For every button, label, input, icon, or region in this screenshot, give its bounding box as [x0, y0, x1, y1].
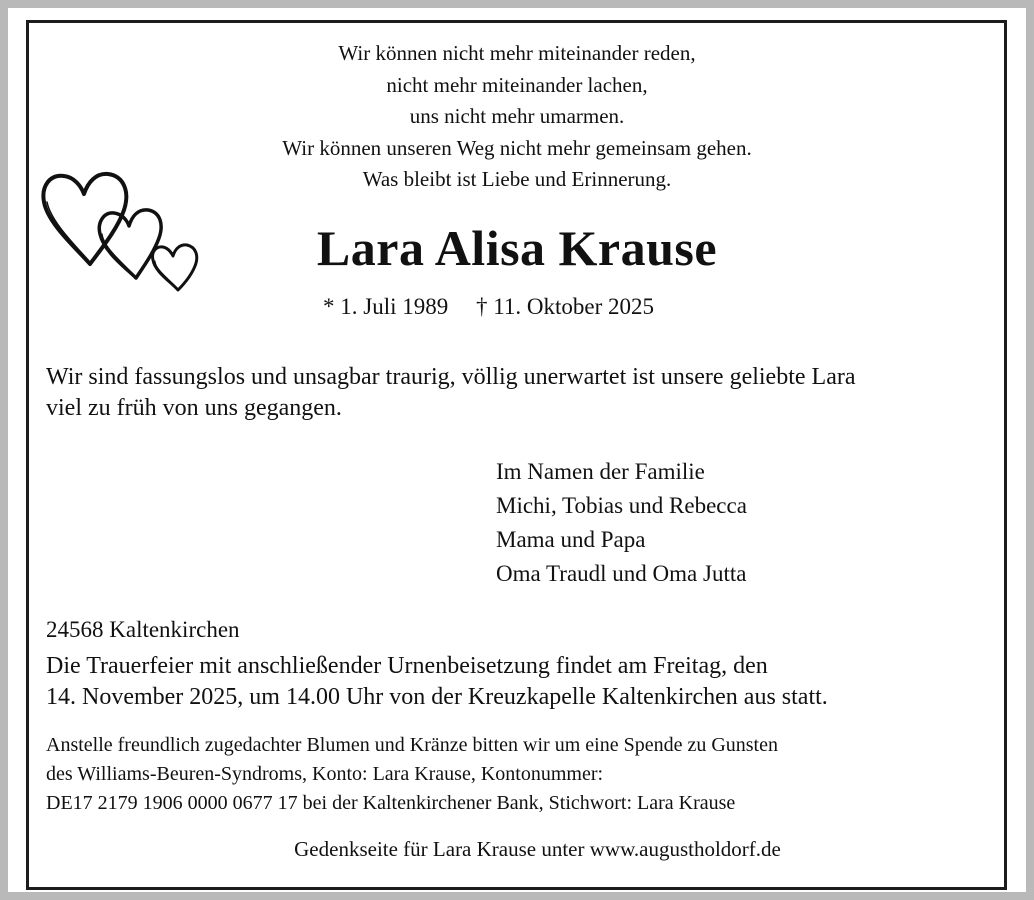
text-line: 14. November 2025, um 14.00 Uhr von der Kreuzkapelle Kaltenkirchen aus statt. — [46, 684, 828, 710]
poem-line: Wir können unseren Weg nicht mehr gemeinsam gehen. — [282, 135, 752, 160]
life-dates — [323, 292, 654, 322]
place: 24568 Kaltenkirchen — [46, 617, 240, 642]
family-signature — [496, 455, 747, 591]
text-line: Die Trauerfeier mit anschließender Urnenbeisetzung findet am Freitag, den — [46, 653, 768, 679]
death-date: † 11. Oktober 2025 — [475, 294, 654, 319]
text-line: des Williams-Beuren-Syndroms, Konto: Lara Krause, Kontonummer: — [46, 763, 604, 785]
text-line: DE17 2179 1906 0000 0677 17 bei der Kaltenkirchener Bank, Stichwort: Lara Krause — [46, 792, 736, 814]
text-line: viel zu früh von uns gegangen. — [46, 395, 342, 421]
ceremony-text — [46, 651, 996, 713]
donation-text — [46, 731, 1006, 818]
announcement-text — [46, 362, 996, 424]
family-line: Michi, Tobias und Rebecca — [496, 493, 747, 518]
text-line: Anstelle freundlich zugedachter Blumen und Kränze bitten wir um eine Spende zu Gunsten — [46, 734, 778, 756]
family-line: Mama und Papa — [496, 527, 646, 552]
poem-line: Wir können nicht mehr miteinander reden, — [338, 41, 696, 65]
text-line: Wir sind fassungslos und unsagbar traurig, völlig unerwartet ist unsere geliebte Lara — [46, 364, 856, 390]
deceased-name: Lara Alisa Krause — [316, 220, 718, 276]
poem-line: uns nicht mehr umarmen. — [409, 104, 625, 128]
family-line: Im Namen der Familie — [496, 459, 705, 484]
birth-date: * 1. Juli 1989 — [323, 294, 449, 319]
poem-line: Was bleibt ist Liebe und Erinnerung. — [362, 167, 672, 191]
poem-line: nicht mehr miteinander lachen, — [386, 72, 648, 97]
family-line: Oma Traudl und Oma Jutta — [496, 561, 747, 586]
memorial-page-note: Gedenkseite für Lara Krause unter www.augustholdorf.de — [294, 837, 781, 861]
